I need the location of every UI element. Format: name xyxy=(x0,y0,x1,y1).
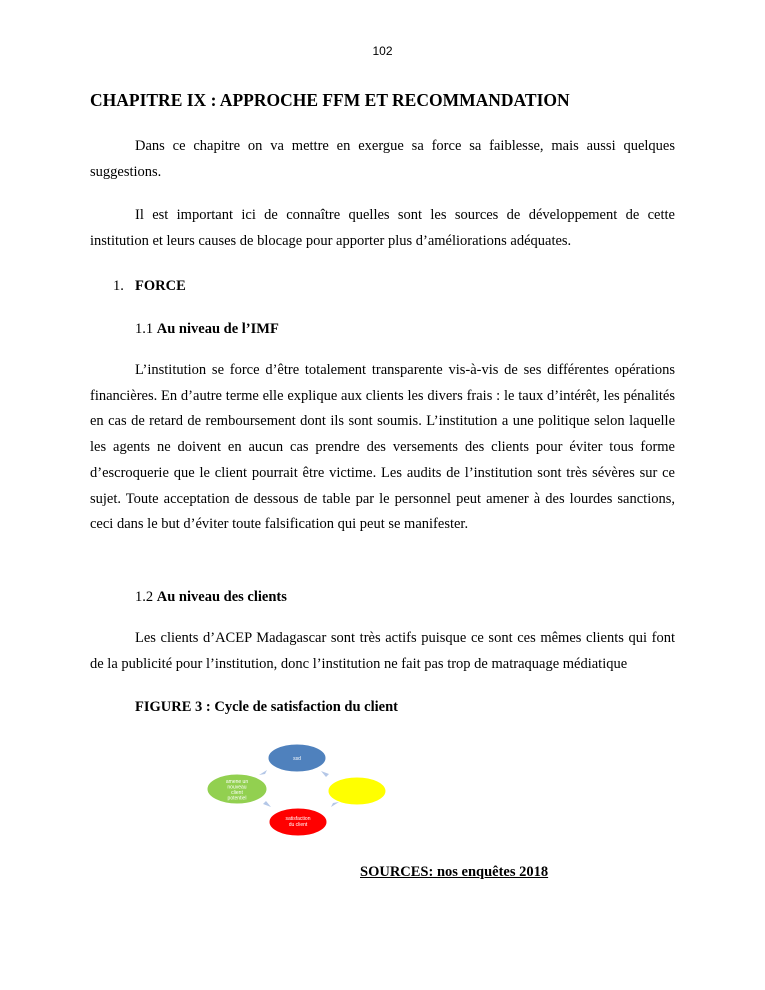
chapter-title: CHAPITRE IX : APPROCHE FFM ET RECOMMANDATION xyxy=(90,90,570,110)
subheading-clients xyxy=(135,587,287,607)
subheading-number: 1.2 xyxy=(135,589,154,605)
cycle-arrow-2 xyxy=(331,802,339,807)
clients-paragraph: Les clients d’ACEP Madagascar sont très actifs puisque ce sont ces mêmes clients qui font de la publicité pour l’institution, donc l’institution ne fait pas trop de matraquage médiatique xyxy=(90,630,675,672)
section-number: 1. xyxy=(113,278,124,294)
cycle-arrow-3 xyxy=(263,801,271,807)
satisfaction-cycle-diagram xyxy=(195,740,395,845)
cycle-node-bottom-label: satisfaction du client xyxy=(285,816,311,828)
cycle-arrow-4 xyxy=(259,770,267,775)
subheading-title: Au niveau des clients xyxy=(156,589,287,605)
subheading-title: Au niveau de l’IMF xyxy=(156,321,279,337)
cycle-arrow-1 xyxy=(321,771,329,777)
figure-caption: FIGURE 3 : Cycle de satisfaction du client xyxy=(135,699,398,715)
cycle-node-right xyxy=(328,777,386,805)
section-heading-force xyxy=(113,276,186,296)
section-title: FORCE xyxy=(135,278,186,294)
sources-note: SOURCES: nos enquêtes 2018 xyxy=(360,864,549,880)
imf-paragraph: L’institution se force d’être totalement transparente vis-à-vis de ses différentes opérations financières. En d’autre terme elle explique aux clients les divers frais : le taux d’intérêt, les pénalités en cas de retard de remboursement dont ils sont soumis. L’institution a une politique selon laquelle les agents ne doivent en aucun cas prendre des versements des clients pour éviter tous forme d’escroquerie que le client pourrait être victime. Les audits de l’institution sont très sévères sur ce sujet. Toute acceptation de dessous de table par le personnel peut amener à des lourdes sanctions, ceci dans le but d’éviter toute falsification qui peut se manifester. xyxy=(90,362,675,533)
intro-paragraph-2: Il est important ici de connaître quelles sont les sources de développement de cette institution et leurs causes de blocage pour apporter plus d’améliorations adéquates. xyxy=(90,207,675,249)
subheading-imf xyxy=(135,319,279,339)
intro-paragraph-1: Dans ce chapitre on va mettre en exergue sa force sa faiblesse, mais aussi quelques suggestions. xyxy=(90,138,675,180)
cycle-node-top-label: ssd xyxy=(293,756,301,762)
cycle-node-left-label: amene un nouveau client potentiel xyxy=(225,779,249,802)
page-number: 102 xyxy=(372,44,393,58)
subheading-number: 1.1 xyxy=(135,321,154,337)
